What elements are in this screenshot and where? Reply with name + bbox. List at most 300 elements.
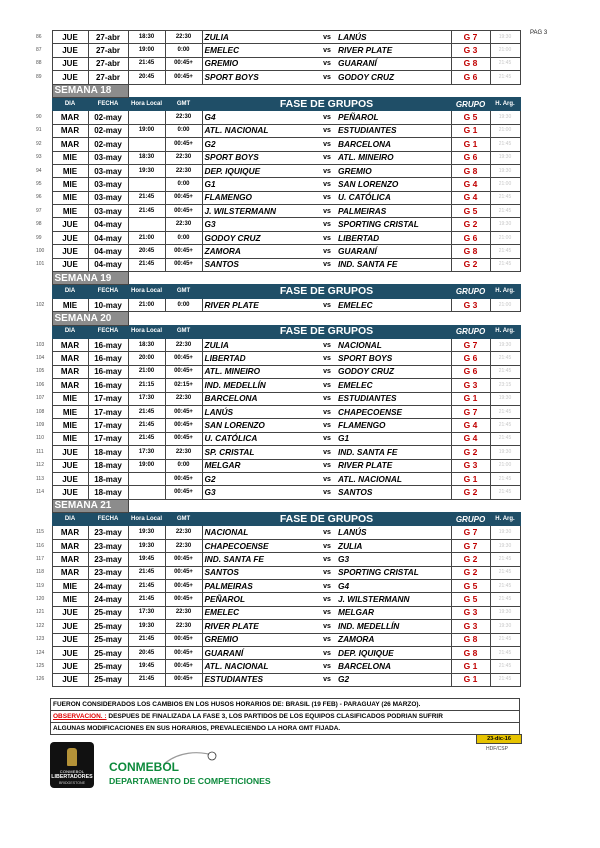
match-row	[36, 258, 520, 271]
local-time: 21:45	[128, 405, 165, 418]
match-day: JUE	[52, 646, 88, 659]
home-team: SAN LORENZO	[202, 419, 318, 432]
match-row	[36, 459, 520, 472]
match-number: 86	[36, 33, 42, 40]
match-number: 94	[36, 167, 42, 174]
vs-label: vs	[318, 419, 336, 432]
vs-label: vs	[318, 231, 336, 244]
header-fase-de-grupos: FASE DE GRUPOS	[202, 285, 451, 298]
header-h-arg: H. Arg.	[490, 325, 520, 338]
away-team: SPORT BOYS	[336, 352, 451, 365]
group-label: G 8	[451, 57, 490, 70]
argentina-time: 23:15	[490, 379, 520, 392]
match-number: 121	[36, 609, 45, 616]
local-time: 17:30	[128, 606, 165, 619]
gmt-time: 00:45+	[165, 660, 202, 673]
group-label: G 7	[451, 405, 490, 418]
gmt-time: 22:30	[165, 218, 202, 231]
logo-small-text: CONMEBOL	[59, 769, 85, 774]
group-label: G 3	[451, 44, 490, 57]
argentina-time: 21:45	[490, 633, 520, 646]
match-date: 25-may	[88, 633, 128, 646]
match-row	[36, 660, 520, 673]
vs-label: vs	[318, 191, 336, 204]
gmt-time: 22:30	[165, 31, 202, 44]
argentina-time: 21:45	[490, 352, 520, 365]
home-team: SANTOS	[202, 566, 318, 579]
match-date: 17-may	[88, 405, 128, 418]
vs-label: vs	[318, 178, 336, 191]
match-row	[36, 138, 520, 151]
match-date: 04-may	[88, 245, 128, 258]
local-time: 21:45	[128, 258, 165, 271]
match-day: JUE	[52, 486, 88, 499]
gmt-time: 00:45+	[165, 566, 202, 579]
group-label: G 4	[451, 419, 490, 432]
home-team: SPORT BOYS	[202, 151, 318, 164]
gmt-time: 00:45+	[165, 553, 202, 566]
match-date: 16-may	[88, 379, 128, 392]
home-team: G2	[202, 472, 318, 485]
match-date: 04-may	[88, 218, 128, 231]
header-grupo: GRUPO	[451, 97, 490, 110]
group-label: G 4	[451, 432, 490, 445]
argentina-time: 21:45	[490, 71, 520, 84]
local-time: 20:00	[128, 352, 165, 365]
match-day: MAR	[52, 365, 88, 378]
header-row	[36, 325, 520, 338]
group-label: G 2	[451, 553, 490, 566]
gmt-time: 02:15+	[165, 379, 202, 392]
away-team: PEÑAROL	[336, 111, 451, 124]
match-day: MAR	[52, 566, 88, 579]
match-number: 113	[36, 475, 44, 482]
vs-label: vs	[318, 660, 336, 673]
match-date: 27-abr	[88, 31, 128, 44]
match-row	[36, 472, 520, 485]
local-time: 20:45	[128, 646, 165, 659]
match-date: 02-may	[88, 111, 128, 124]
match-day: JUE	[52, 459, 88, 472]
vs-label: vs	[318, 472, 336, 485]
group-label: G 6	[451, 151, 490, 164]
match-row	[36, 365, 520, 378]
vs-label: vs	[318, 151, 336, 164]
gmt-time: 00:45+	[165, 191, 202, 204]
match-date: 27-abr	[88, 44, 128, 57]
header-row	[36, 513, 520, 526]
vs-label: vs	[318, 338, 336, 351]
argentina-time: 21:45	[490, 419, 520, 432]
page-number: PAG 3	[530, 30, 548, 36]
match-day: JUE	[52, 673, 88, 686]
header-grupo: GRUPO	[451, 325, 490, 338]
match-row	[36, 178, 520, 191]
gmt-time: 00:45+	[165, 432, 202, 445]
match-number: 98	[36, 221, 42, 228]
gmt-time: 0:00	[165, 44, 202, 57]
vs-label: vs	[318, 405, 336, 418]
away-team: BARCELONA	[336, 660, 451, 673]
argentina-time: 21:45	[490, 660, 520, 673]
header-hora-local: Hora Local	[128, 325, 165, 338]
match-number: 109	[36, 422, 45, 429]
group-label: G 2	[451, 446, 490, 459]
local-time: 17:30	[128, 446, 165, 459]
away-team: SPORTING CRISTAL	[336, 218, 451, 231]
match-day: JUE	[52, 606, 88, 619]
match-number: 126	[36, 676, 45, 683]
header-fase-de-grupos: FASE DE GRUPOS	[202, 325, 451, 338]
match-number: 88	[36, 60, 42, 67]
week-row	[36, 499, 520, 512]
group-label: G 2	[451, 258, 490, 271]
group-label: G 1	[451, 660, 490, 673]
match-day: MIE	[52, 151, 88, 164]
match-number: 95	[36, 180, 42, 187]
match-day: MIE	[52, 298, 88, 311]
match-date: 23-may	[88, 526, 128, 539]
away-team: SAN LORENZO	[336, 178, 451, 191]
header-dia: DIA	[52, 97, 88, 110]
match-number: 111	[36, 448, 44, 455]
argentina-time: 19:30	[490, 218, 520, 231]
header-gmt: GMT	[165, 325, 202, 338]
header-fecha: FECHA	[88, 513, 128, 526]
match-row	[36, 633, 520, 646]
gmt-time: 00:45+	[165, 472, 202, 485]
home-team: ZAMORA	[202, 245, 318, 258]
home-team: ATL. NACIONAL	[202, 124, 318, 137]
group-label: G 5	[451, 593, 490, 606]
home-team: GUARANÍ	[202, 646, 318, 659]
vs-label: vs	[318, 459, 336, 472]
away-team: J. WILSTERMANN	[336, 593, 451, 606]
argentina-time: 19:30	[490, 338, 520, 351]
match-date: 27-abr	[88, 57, 128, 70]
match-number: 117	[36, 555, 44, 562]
argentina-time: 21:00	[490, 298, 520, 311]
home-team: RIVER PLATE	[202, 620, 318, 633]
argentina-time: 21:45	[490, 593, 520, 606]
gmt-time: 00:45+	[165, 57, 202, 70]
group-label: G 7	[451, 338, 490, 351]
gmt-time: 00:45+	[165, 138, 202, 151]
home-team: SANTOS	[202, 258, 318, 271]
local-time: 21:45	[128, 57, 165, 70]
match-number: 101	[36, 261, 45, 268]
gmt-time: 22:30	[165, 111, 202, 124]
gmt-time: 22:30	[165, 539, 202, 552]
match-day: MAR	[52, 526, 88, 539]
home-team: G3	[202, 218, 318, 231]
away-team: GODOY CRUZ	[336, 365, 451, 378]
week-row	[36, 312, 520, 325]
group-label: G 4	[451, 191, 490, 204]
match-day: JUE	[52, 660, 88, 673]
match-row	[36, 124, 520, 137]
observation-label: OBSERVACION. :	[53, 713, 107, 720]
notes-observation-line	[51, 711, 520, 723]
row-number-spacer	[36, 513, 52, 526]
match-date: 02-may	[88, 138, 128, 151]
away-team: ZAMORA	[336, 633, 451, 646]
match-row	[36, 446, 520, 459]
match-row	[36, 646, 520, 659]
home-team: DEP. IQUIQUE	[202, 164, 318, 177]
match-number: 92	[36, 140, 42, 147]
match-number: 87	[36, 47, 42, 54]
match-day: MIE	[52, 191, 88, 204]
vs-label: vs	[318, 164, 336, 177]
logo-sub-text: BRIDGESTONE	[58, 781, 86, 785]
match-day: JUE	[52, 472, 88, 485]
vs-label: vs	[318, 432, 336, 445]
vs-label: vs	[318, 486, 336, 499]
notes-box	[50, 698, 520, 735]
argentina-time: 19:30	[490, 392, 520, 405]
home-team: PALMEIRAS	[202, 580, 318, 593]
local-time: 21:00	[128, 231, 165, 244]
vs-label: vs	[318, 205, 336, 218]
local-time: 20:45	[128, 245, 165, 258]
home-team: J. WILSTERMANN	[202, 205, 318, 218]
vs-label: vs	[318, 566, 336, 579]
match-row	[36, 338, 520, 351]
home-team: CHAPECOENSE	[202, 539, 318, 552]
gmt-time: 00:45+	[165, 673, 202, 686]
away-team: LIBERTAD	[336, 231, 451, 244]
row-number-spacer	[36, 312, 52, 325]
argentina-time: 21:45	[490, 553, 520, 566]
vs-label: vs	[318, 446, 336, 459]
match-date: 25-may	[88, 660, 128, 673]
vs-label: vs	[318, 245, 336, 258]
org-name: CONMEBOL	[109, 760, 179, 774]
group-label: G 5	[451, 111, 490, 124]
local-time: 19:30	[128, 620, 165, 633]
match-number: 89	[36, 73, 42, 80]
gmt-time: 00:45+	[165, 352, 202, 365]
week-row	[36, 272, 520, 285]
local-time: 18:30	[128, 31, 165, 44]
group-label: G 3	[451, 379, 490, 392]
local-time	[128, 138, 165, 151]
home-team: EMELEC	[202, 606, 318, 619]
gmt-time: 00:45+	[165, 419, 202, 432]
vs-label: vs	[318, 352, 336, 365]
match-date: 16-may	[88, 338, 128, 351]
group-label: G 3	[451, 298, 490, 311]
match-day: MIE	[52, 432, 88, 445]
home-team: G3	[202, 486, 318, 499]
match-row	[36, 245, 520, 258]
home-team: GREMIO	[202, 57, 318, 70]
match-number: 97	[36, 207, 42, 214]
match-day: JUE	[52, 620, 88, 633]
away-team: RIVER PLATE	[336, 44, 451, 57]
local-time	[128, 218, 165, 231]
match-row	[36, 352, 520, 365]
match-row	[36, 526, 520, 539]
notes-timezone-line: FUERON CONSIDERADOS LOS CAMBIOS EN LOS HUSOS HORARIOS DE: BRASIL (19 FEB) - PARAGUAY (26 MARZO).	[51, 699, 520, 711]
row-number-spacer	[36, 84, 52, 97]
match-number: 119	[36, 582, 44, 589]
match-date: 16-may	[88, 365, 128, 378]
vs-label: vs	[318, 111, 336, 124]
match-day: JUE	[52, 245, 88, 258]
notes-observation-continuation: ALGUNAS MODIFICACIONES EN SUS HORARIOS, PREVALECIENDO LA HORA GMT FIJADA.	[51, 723, 520, 735]
home-team: EMELEC	[202, 44, 318, 57]
argentina-time: 21:45	[490, 205, 520, 218]
header-fecha: FECHA	[88, 285, 128, 298]
match-date: 23-may	[88, 539, 128, 552]
local-time	[128, 178, 165, 191]
argentina-time: 21:45	[490, 191, 520, 204]
match-day: MIE	[52, 205, 88, 218]
match-day: MIE	[52, 178, 88, 191]
match-number: 100	[36, 247, 45, 254]
match-day: JUE	[52, 57, 88, 70]
match-day: JUE	[52, 633, 88, 646]
match-day: MAR	[52, 111, 88, 124]
gmt-time: 0:00	[165, 231, 202, 244]
away-team: SPORTING CRISTAL	[336, 566, 451, 579]
match-date: 24-may	[88, 593, 128, 606]
local-time: 17:30	[128, 392, 165, 405]
away-team: LANÚS	[336, 31, 451, 44]
group-label: G 8	[451, 164, 490, 177]
match-date: 16-may	[88, 352, 128, 365]
group-label: G 8	[451, 633, 490, 646]
week-row-spacer	[128, 84, 520, 97]
group-label: G 3	[451, 606, 490, 619]
date-stamp: 23-dic-16	[476, 734, 522, 744]
vs-label: vs	[318, 218, 336, 231]
local-time: 21:45	[128, 633, 165, 646]
match-day: MIE	[52, 392, 88, 405]
away-team: RIVER PLATE	[336, 459, 451, 472]
match-number: 124	[36, 649, 45, 656]
away-team: EMELEC	[336, 298, 451, 311]
group-label: G 1	[451, 472, 490, 485]
row-number-spacer	[36, 97, 52, 110]
local-time: 19:30	[128, 164, 165, 177]
argentina-time: 21:45	[490, 486, 520, 499]
match-date: 10-may	[88, 298, 128, 311]
gmt-time: 22:30	[165, 164, 202, 177]
home-team: IND. SANTA FE	[202, 553, 318, 566]
home-team: SP. CRISTAL	[202, 446, 318, 459]
argentina-time: 19:30	[490, 539, 520, 552]
vs-label: vs	[318, 124, 336, 137]
header-fecha: FECHA	[88, 97, 128, 110]
match-day: JUE	[52, 258, 88, 271]
libertadores-logo	[50, 742, 94, 788]
group-label: G 8	[451, 646, 490, 659]
away-team: GUARANÍ	[336, 245, 451, 258]
group-label: G 1	[451, 138, 490, 151]
row-number-spacer	[36, 272, 52, 285]
department-name: DEPARTAMENTO DE COMPETICIONES	[109, 776, 271, 786]
match-date: 04-may	[88, 231, 128, 244]
home-team: IND. MEDELLÍN	[202, 379, 318, 392]
match-number: 106	[36, 381, 45, 388]
away-team: SANTOS	[336, 486, 451, 499]
local-time: 21:45	[128, 580, 165, 593]
argentina-time: 21:45	[490, 138, 520, 151]
argentina-time: 19:30	[490, 111, 520, 124]
group-label: G 6	[451, 71, 490, 84]
vs-label: vs	[318, 539, 336, 552]
gmt-time: 00:45+	[165, 486, 202, 499]
away-team: CHAPECOENSE	[336, 405, 451, 418]
gmt-time: 22:30	[165, 446, 202, 459]
gmt-time: 00:45+	[165, 633, 202, 646]
home-team: RIVER PLATE	[202, 298, 318, 311]
gmt-time: 00:45+	[165, 258, 202, 271]
vs-label: vs	[318, 57, 336, 70]
away-team: DEP. IQUIQUE	[336, 646, 451, 659]
vs-label: vs	[318, 258, 336, 271]
gmt-time: 00:45+	[165, 405, 202, 418]
group-label: G 8	[451, 245, 490, 258]
group-label: G 3	[451, 459, 490, 472]
gmt-time: 00:45+	[165, 245, 202, 258]
argentina-time: 21:45	[490, 580, 520, 593]
group-label: G 7	[451, 31, 490, 44]
away-team: GREMIO	[336, 164, 451, 177]
match-date: 27-abr	[88, 71, 128, 84]
group-label: G 6	[451, 231, 490, 244]
match-number: 93	[36, 154, 42, 161]
home-team: ZULIA	[202, 338, 318, 351]
away-team: G3	[336, 553, 451, 566]
match-row	[36, 164, 520, 177]
header-dia: DIA	[52, 513, 88, 526]
local-time: 18:30	[128, 151, 165, 164]
local-time: 21:00	[128, 298, 165, 311]
home-team: G1	[202, 178, 318, 191]
match-number: 123	[36, 636, 45, 643]
argentina-time: 21:45	[490, 432, 520, 445]
match-row	[36, 432, 520, 445]
match-date: 02-may	[88, 124, 128, 137]
match-number: 118	[36, 569, 44, 576]
gmt-time: 22:30	[165, 526, 202, 539]
local-time: 20:45	[128, 71, 165, 84]
home-team: BARCELONA	[202, 392, 318, 405]
home-team: PEÑAROL	[202, 593, 318, 606]
home-team: GODOY CRUZ	[202, 231, 318, 244]
local-time	[128, 486, 165, 499]
local-time: 19:45	[128, 553, 165, 566]
argentina-time: 21:45	[490, 673, 520, 686]
match-number: 96	[36, 194, 42, 201]
match-number: 108	[36, 408, 45, 415]
away-team: EMELEC	[336, 379, 451, 392]
match-number: 115	[36, 529, 44, 536]
away-team: FLAMENGO	[336, 419, 451, 432]
argentina-time: 21:45	[490, 472, 520, 485]
vs-label: vs	[318, 633, 336, 646]
match-row	[36, 205, 520, 218]
gmt-time: 00:45+	[165, 593, 202, 606]
argentina-time: 19:30	[490, 164, 520, 177]
match-day: JUE	[52, 218, 88, 231]
argentina-time: 21:45	[490, 405, 520, 418]
header-h-arg: H. Arg.	[490, 285, 520, 298]
